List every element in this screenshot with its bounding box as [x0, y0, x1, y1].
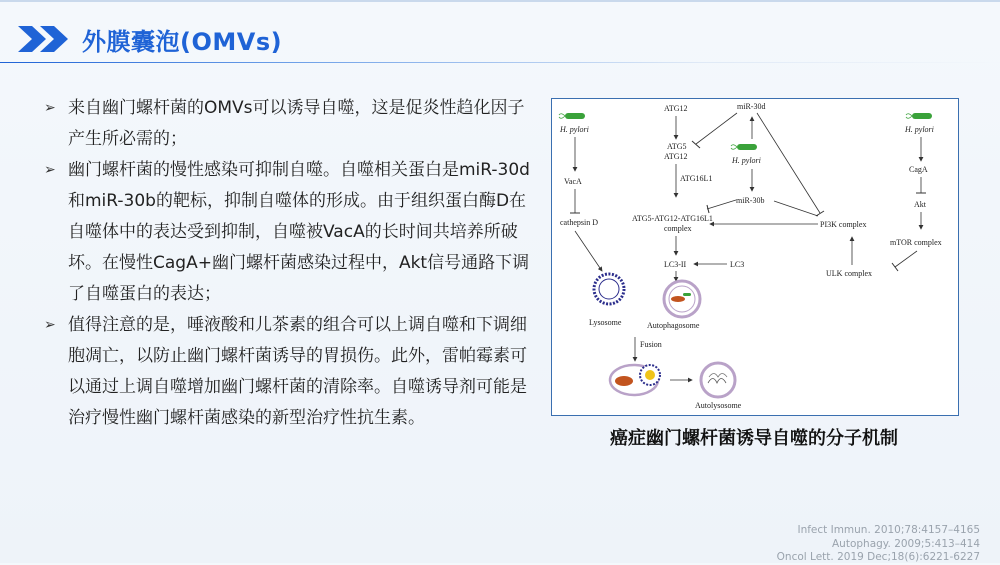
- hpylori-right-label: H. pylori: [905, 125, 934, 134]
- autophagosome-icon: [664, 281, 700, 317]
- header-divider: [0, 62, 1000, 63]
- lc3ii-label: LC3-II: [664, 260, 687, 269]
- atg16l1-label: ATG16L1: [680, 174, 713, 183]
- caga-label: CagA: [909, 165, 928, 174]
- bullet-text: 值得注意的是，唾液酸和儿茶素的组合可以上调自噬和下调细胞凋亡，以防止幽门螺杆菌诱导的胃损伤。此外，雷帕霉素可以通过上调自噬增加幽门螺杆菌的清除率。自噬诱导剂可能是治疗慢性幽门螺杆菌感染的新型治疗性抗生素。: [68, 315, 527, 428]
- cathepsin-label: cathepsin D: [560, 218, 598, 227]
- bullet-text: 幽门螺杆菌的慢性感染可抑制自噬。自噬相关蛋白是miR-30d和miR-30b的靶标，抑制自噬体的形成。由于组织蛋白酶D在自噬体中的表达受到抑制，自噬被VacA的长时间共培养所破坏。在慢性CagA+幽门螺杆菌感染过程中，Akt信号通路下调了自噬蛋白的表达；: [68, 160, 530, 304]
- mtor-label: mTOR complex: [890, 238, 942, 247]
- reference-item: Oncol Lett. 2019 Dec;18(6):6221-6227: [776, 551, 980, 563]
- fusion-label: Fusion: [640, 340, 662, 349]
- bullet-arrow-icon: ➢: [44, 317, 56, 333]
- slide-header: [18, 24, 282, 54]
- atg12-label: ATG12: [664, 104, 688, 113]
- complex-line2-label: complex: [664, 224, 692, 233]
- bacterium-left-icon: [559, 113, 585, 119]
- mechanism-diagram: [551, 98, 959, 416]
- fusion-vesicles-icon: [610, 365, 660, 395]
- lysosome-label: Lysosome: [589, 318, 622, 327]
- autolysosome-label: Autolysosome: [695, 401, 742, 410]
- diagram-canvas: [552, 99, 958, 415]
- hpylori-left-label: H. pylori: [560, 125, 589, 134]
- bullet-item: [44, 310, 534, 434]
- mir30d-label: miR-30d: [737, 102, 766, 111]
- lc3-label: LC3: [730, 260, 745, 269]
- bullet-item: [44, 93, 534, 155]
- top-border-line: [0, 0, 1000, 2]
- vaca-label: VacA: [564, 177, 582, 186]
- slide-title: 外膜囊泡(OMVs): [82, 27, 283, 56]
- autophagosome-label: Autophagosome: [647, 321, 700, 330]
- akt-label: Akt: [914, 200, 926, 209]
- references: [777, 524, 980, 565]
- atg5-label: ATG5: [667, 142, 687, 151]
- pi3k-label: PI3K complex: [820, 220, 867, 229]
- bullet-list: [44, 93, 534, 434]
- bullet-item: [44, 155, 534, 310]
- mir30b-label: miR-30b: [736, 196, 765, 205]
- bacterium-right-icon: [906, 113, 932, 119]
- bacterium-mid-icon: [731, 144, 757, 150]
- bullet-arrow-icon: ➢: [44, 100, 56, 116]
- complex-line1-label: ATG5-ATG12-ATG16L1: [632, 214, 713, 223]
- hpylori-mid-label: H. pylori: [732, 156, 761, 165]
- reference-item: Infect Immun. 2010;78:4157–4165: [797, 524, 980, 536]
- double-chevron-icon: [18, 24, 76, 54]
- bullet-arrow-icon: ➢: [44, 162, 56, 178]
- lysosome-icon: [594, 274, 624, 304]
- reference-item: Autophagy. 2009;5:413–414: [832, 537, 980, 550]
- ulk-label: ULK complex: [826, 269, 872, 278]
- figure-caption: 癌症幽门螺杆菌诱导自噬的分子机制: [610, 428, 898, 449]
- atg12-sub-label: ATG12: [664, 152, 688, 161]
- autolysosome-icon: [701, 363, 735, 397]
- bullet-text: 来自幽门螺杆菌的OMVs可以诱导自噬，这是促炎性趋化因子产生所必需的；: [68, 98, 525, 149]
